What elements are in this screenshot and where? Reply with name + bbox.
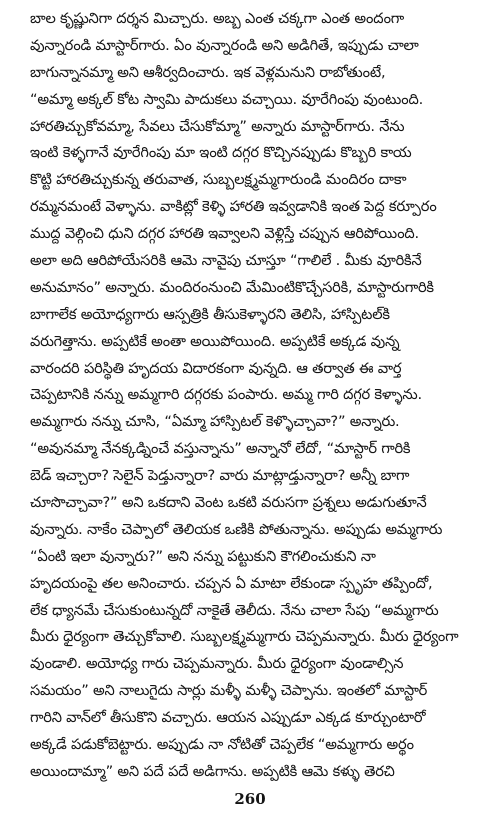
text-line: “ఏంటి ఇలా వున్నారు?” అని నన్ను పట్టుకుని కౌగలించుకుని నా — [30, 547, 376, 565]
text-line: గారిని వాన్‌లో తీసుకొని వచ్చారు. ఆయన ఎప్పుడూ ఎక్కడ కూర్చుంటారో — [30, 709, 426, 727]
text-line: వరుగెత్తాను. అప్పటికే అంతా అయిపోయింది. అప్పటికే అక్కడ వున్న — [30, 332, 400, 350]
text-line: చూసొచ్చావా?” అని ఒకదాని వెంట ఒకటి వరుసగా ప్రశ్నలు అడుగుతూనే — [30, 494, 427, 512]
text-line: అక్కడే పడుకోబెట్టారు. అప్పుడు నా నోటితో చెప్పలేక “అమ్మగారు అర్థం — [30, 736, 414, 754]
text-line: చెప్పటానికి నన్ను అమ్మగారి దగ్గరకు పంపారు. అమ్మ గారి దగ్గర కెళ్ళాను. — [30, 386, 422, 404]
text-line: అనుమానం” అన్నారు. మందిరంనుంచి మేమింటికొచ్చేసరికి, మాస్టారుగారికి — [30, 278, 434, 296]
text-line: హృదయంపై తల అనించారు. చప్పన ఏ మాటా లేకుండా స్పృహ తప్పిందో, — [30, 574, 433, 592]
text-line: రమ్మనమంటే వెళ్ళాను. వాకిట్లో కెళ్ళి హారతి ఇవ్వడానికి ఇంత పెద్ద కర్పూరం — [30, 198, 437, 216]
text-line: మీరు ధైర్యంగా తెచ్చుకోవాలి. సుబ్బలక్ష్మమ్మగారు చెప్పమన్నారు. మీరు ధైర్యంగా — [30, 628, 459, 646]
text-line: “అవునమ్మా నేనక్కడ్నించే వస్తున్నాను” అన్నానో లేదో, “మాస్టార్ గారికి — [30, 440, 411, 458]
text-line: కొట్టి హారతిచ్చుకున్న తరువాత, సుబ్బలక్ష్మమ్మగారుండి మందిరం దాకా — [30, 171, 407, 189]
text-line: వారందరి పరిస్థితి హృదయ విదారకంగా వున్నది. ఆ తర్వాత ఈ వార్త — [30, 359, 402, 377]
text-line: బాల కృష్ణునిగా దర్శన మిచ్చారు. అబ్బ ఎంత చక్కగా ఎంత అందంగా — [30, 10, 405, 27]
text-line: బాగాలేక అయోధ్యగారు ఆస్పత్రికి తీసుకెళ్ళారని తెలిసి, హాస్పిటల్‌కి — [30, 305, 390, 323]
text-line: బెడ్ ఇచ్చారా? సెలైన్ పెడ్తున్నారా? వారు మాట్లాడ్తున్నారా? అన్నీ బాగా — [30, 467, 410, 485]
text-line: అలా అది ఆరిపోయేసరికి ఆమె నావైపు చూస్తూ “గాలిలే . మీకు వూరికినే — [30, 252, 422, 270]
body-text — [30, 6, 482, 786]
text-line: వుండాలి. అయోధ్య గారు చెప్పమన్నారు. మీరు ధైర్యంగా వుండాల్సిన — [30, 655, 404, 673]
text-line: బాగున్నానమ్మా అని ఆశీర్వదించారు. ఇక వెళ్లమనుని రాబోతుంటే, — [30, 63, 386, 81]
text-line: అమ్మగారు నన్ను చూసి, “ఏమ్మా హాస్పిటల్ కెళ్ళొచ్చావా?” అన్నారు. — [30, 413, 400, 431]
text-line: సమయం” అని నాలుగైదు సార్లు మళ్ళీ మళ్ళీ చెప్పాను. ఇంతలో మాస్టార్ — [30, 682, 428, 700]
text-line: వున్నారండి మాస్టార్‌గారు. ఏం వున్నారండి అని అడిగితే, ఇప్పుడు చాలా — [30, 36, 419, 54]
page-number: 260 — [234, 790, 266, 808]
text-line: హారతిచ్చుకోవమ్మా, సేవలు చేసుకోమ్మా” అన్నారు మాస్టార్‌గారు. నేను — [30, 117, 405, 135]
text-line: లేక ధ్యానమే చేసుకుంటున్నదో నాకైతే తెలీదు. నేను చాలా సేపు “అమ్మగారు — [30, 601, 439, 619]
text-line: వున్నారు. నాకేం చెప్పాలో తెలియక ఒణికి పోతున్నాను. అప్పుడు అమ్మగారు — [30, 520, 443, 538]
text-line: అయిందామ్మా” అని పదే పదే అడిగాను. అప్పటికి ఆమె కళ్ళు తెరచి — [30, 762, 395, 780]
text-line: ముద్ద వెల్గించి ధుని దగ్గర హారతి ఇవ్వాలని వెళ్లిస్తే చప్పున ఆరిపోయింది. — [30, 225, 419, 243]
text-line: “అమ్మా అక్కల్ కోట స్వామి పాదుకలు వచ్చాయి. వూరేగింపు వుంటుంది. — [30, 90, 424, 108]
text-line: ఇంటి కెళ్ళగానే వూరేగింపు మా ఇంటి దగ్గర కొచ్చినప్పుడు కొబ్బరి కాయ — [30, 144, 412, 162]
